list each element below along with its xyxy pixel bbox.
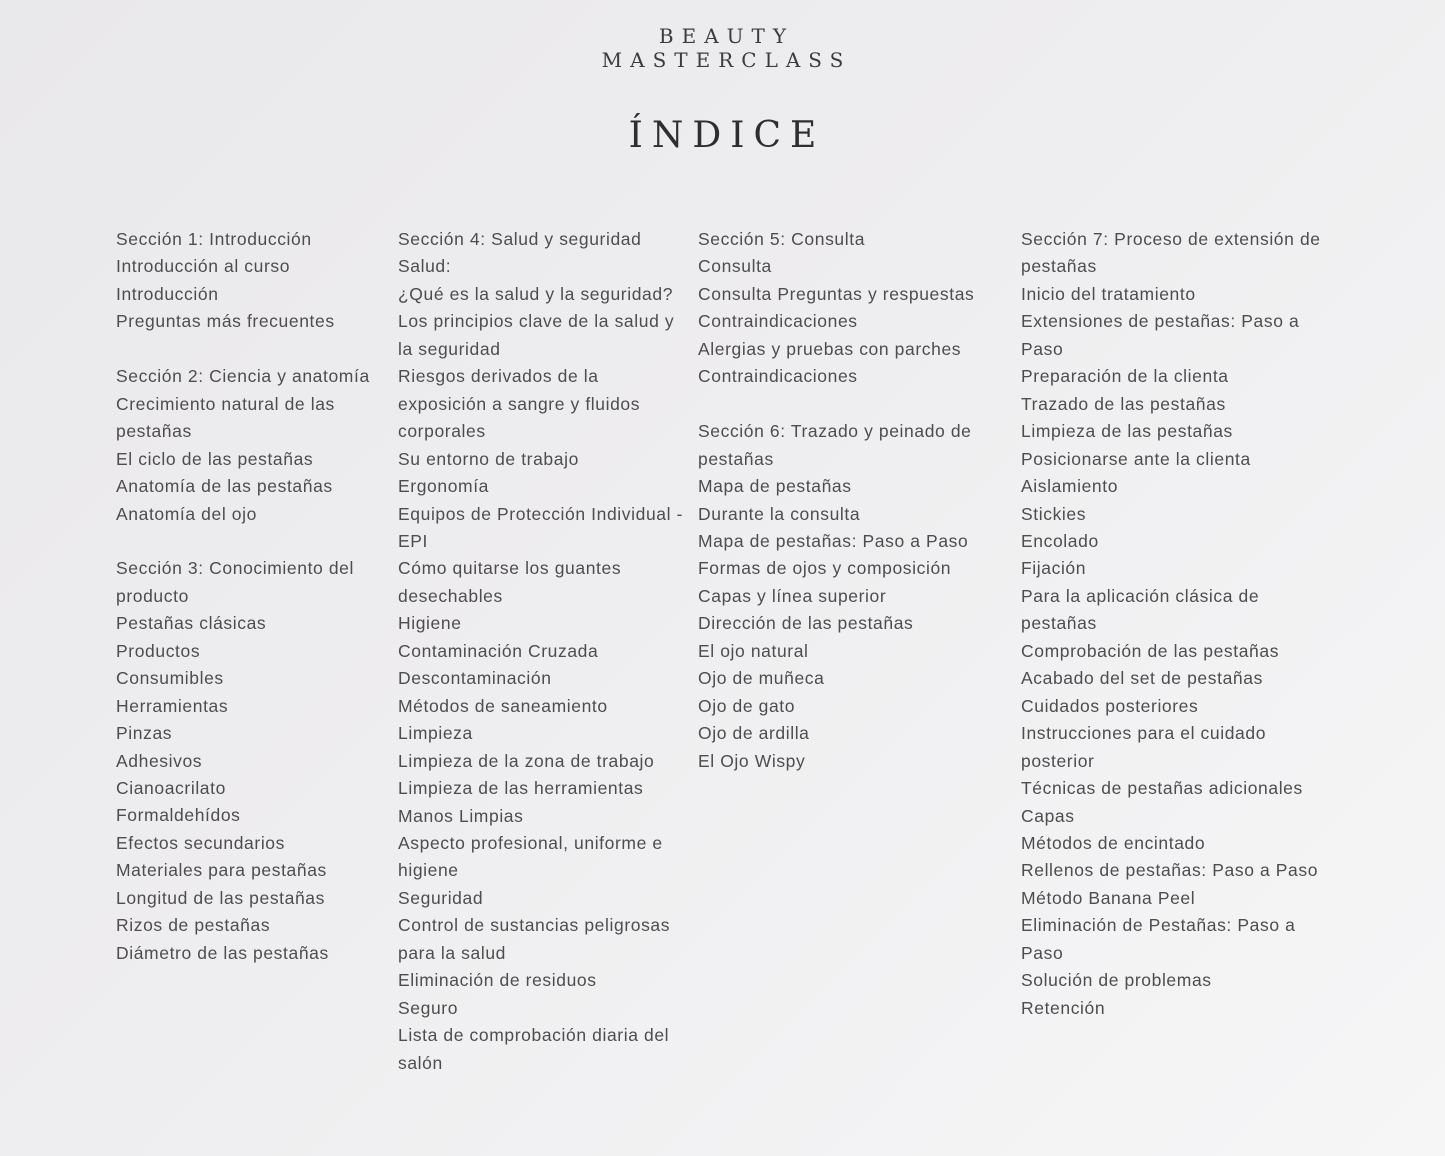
toc-item: Higiene <box>398 613 462 634</box>
toc-section-heading: Sección 7: Proceso de extensión de pestañas <box>1021 229 1321 277</box>
toc-item: Limpieza de las herramientas <box>398 778 644 799</box>
toc-item: Métodos de encintado <box>1021 832 1206 853</box>
toc-column-3 <box>698 226 988 775</box>
toc-item: Herramientas <box>116 695 229 716</box>
toc-item: Anatomía de las pestañas <box>116 476 333 497</box>
toc-item: Pestañas clásicas <box>116 613 267 634</box>
toc-item: Seguro <box>398 997 459 1018</box>
toc-item: Comprobación de las pestañas <box>1021 640 1280 661</box>
toc-item: Método Banana Peel <box>1021 887 1196 908</box>
toc-item: Inicio del tratamiento <box>1021 283 1196 304</box>
toc-item: Introducción al curso <box>116 256 291 277</box>
toc-item: Longitud de las pestañas <box>116 887 325 908</box>
toc-item: Técnicas de pestañas adicionales <box>1021 778 1303 799</box>
toc-item: Limpieza de las pestañas <box>1021 421 1233 442</box>
toc-item: Materiales para pestañas <box>116 860 327 881</box>
toc-section-heading: Sección 1: Introducción <box>116 229 312 249</box>
toc-list <box>1021 226 1339 1022</box>
toc-section-heading: Sección 6: Trazado y peinado de pestañas <box>698 421 972 469</box>
toc-item: Cuidados posteriores <box>1021 695 1199 716</box>
toc-item: Ergonomía <box>398 476 490 497</box>
toc-item: Productos <box>116 640 201 661</box>
toc-item: Control de sustancias peligrosas para la salud <box>398 915 671 963</box>
toc-item: Cianoacrilato <box>116 778 226 799</box>
toc-item: Para la aplicación clásica de pestañas <box>1021 585 1260 634</box>
toc-item: Contaminación Cruzada <box>398 640 599 661</box>
toc-item: El ojo natural <box>698 640 809 661</box>
toc-item: El Ojo Wispy <box>698 750 806 771</box>
toc-column-2 <box>398 226 690 1077</box>
toc-item: Preparación de la clienta <box>1021 366 1229 387</box>
toc-item: Anatomía del ojo <box>116 503 257 524</box>
toc-item: Limpieza de la zona de trabajo <box>398 750 655 771</box>
toc-item: Lista de comprobación diaria del salón <box>398 1025 670 1073</box>
toc-item: Aspecto profesional, uniforme e higiene <box>398 832 663 881</box>
toc-item: Equipos de Protección Individual - EPI <box>398 503 684 551</box>
toc-item: Limpieza <box>398 723 473 744</box>
toc-item: Adhesivos <box>116 750 203 771</box>
toc-item: Durante la consulta <box>698 503 861 524</box>
toc-item: Trazado de las pestañas <box>1021 393 1226 414</box>
toc-item: Salud: <box>398 256 452 277</box>
toc-item: Ojo de gato <box>698 695 796 716</box>
toc-item: Alergias y pruebas con parches <box>698 338 962 359</box>
toc-item: Posicionarse ante la clienta <box>1021 448 1251 469</box>
brand-line-1: BEAUTY <box>658 24 795 48</box>
toc-item: Cómo quitarse los guantes desechables <box>398 558 622 606</box>
toc-section-heading: Sección 3: Conocimiento del producto <box>116 558 354 606</box>
toc-item: Ojo de muñeca <box>698 668 825 689</box>
toc-item: Métodos de saneamiento <box>398 695 608 716</box>
toc-item: Formaldehídos <box>116 805 241 826</box>
toc-item: Instrucciones para el cuidado posterior <box>1021 723 1267 771</box>
toc-item: Aislamiento <box>1021 476 1119 497</box>
brand-logo <box>0 24 1445 72</box>
toc-item: Capas y línea superior <box>698 585 887 606</box>
toc-item: Manos Limpias <box>398 805 524 826</box>
toc-column-1 <box>116 226 378 967</box>
toc-item: Preguntas más frecuentes <box>116 311 335 332</box>
toc-column-4 <box>1021 226 1339 1022</box>
toc-item: Consulta <box>698 256 772 277</box>
toc-list <box>698 226 988 775</box>
toc-item: Descontaminación <box>398 668 552 689</box>
toc-section-heading: Sección 5: Consulta <box>698 229 866 249</box>
toc-item: Contraindicaciones <box>698 366 858 387</box>
toc-item: Fijación <box>1021 558 1087 579</box>
page-title <box>0 112 1445 160</box>
toc-item: Mapa de pestañas <box>698 476 852 497</box>
toc-item: Ojo de ardilla <box>698 723 810 744</box>
toc-item: Formas de ojos y composición <box>698 558 952 579</box>
toc-item: Seguridad <box>398 887 484 908</box>
toc-item: Consumibles <box>116 668 224 689</box>
toc-item: Encolado <box>1021 530 1099 551</box>
toc-item: Extensiones de pestañas: Paso a Paso <box>1021 311 1300 359</box>
toc-item: Rizos de pestañas <box>116 915 271 936</box>
toc-item: Su entorno de trabajo <box>398 448 579 469</box>
toc-item: Crecimiento natural de las pestañas <box>116 393 335 442</box>
toc-item: Diámetro de las pestañas <box>116 942 329 963</box>
toc-item: Acabado del set de pestañas <box>1021 668 1263 689</box>
toc-item: Contraindicaciones <box>698 311 858 332</box>
toc-item: Efectos secundarios <box>116 832 285 853</box>
toc-item: Pinzas <box>116 723 173 744</box>
toc-item: El ciclo de las pestañas <box>116 448 314 469</box>
toc-item: Rellenos de pestañas: Paso a Paso <box>1021 860 1319 881</box>
toc-item: Introducción <box>116 283 219 304</box>
toc-item: Eliminación de Pestañas: Paso a Paso <box>1021 915 1296 963</box>
toc-item: Eliminación de residuos <box>398 970 597 991</box>
page-title-text: ÍNDICE <box>628 115 826 156</box>
toc-item: Capas <box>1021 805 1075 826</box>
toc-item: Stickies <box>1021 503 1087 524</box>
toc-item: Consulta Preguntas y respuestas <box>698 283 975 304</box>
toc-item: Riesgos derivados de la exposición a sangre y fluidos corporales <box>398 366 641 442</box>
toc-item: Mapa de pestañas: Paso a Paso <box>698 530 969 551</box>
toc-item: Dirección de las pestañas <box>698 613 914 634</box>
toc-item: ¿Qué es la salud y la seguridad? <box>398 283 674 304</box>
toc-section-heading: Sección 4: Salud y seguridad <box>398 229 642 249</box>
toc-section-heading: Sección 2: Ciencia y anatomía <box>116 366 370 387</box>
toc-list <box>398 226 690 1077</box>
brand-line-2: MASTERCLASS <box>601 48 852 72</box>
toc-item: Solución de problemas <box>1021 970 1212 991</box>
toc-list <box>116 226 378 967</box>
toc-item: Los principios clave de la salud y la seguridad <box>398 311 675 359</box>
toc-item: Retención <box>1021 997 1106 1018</box>
